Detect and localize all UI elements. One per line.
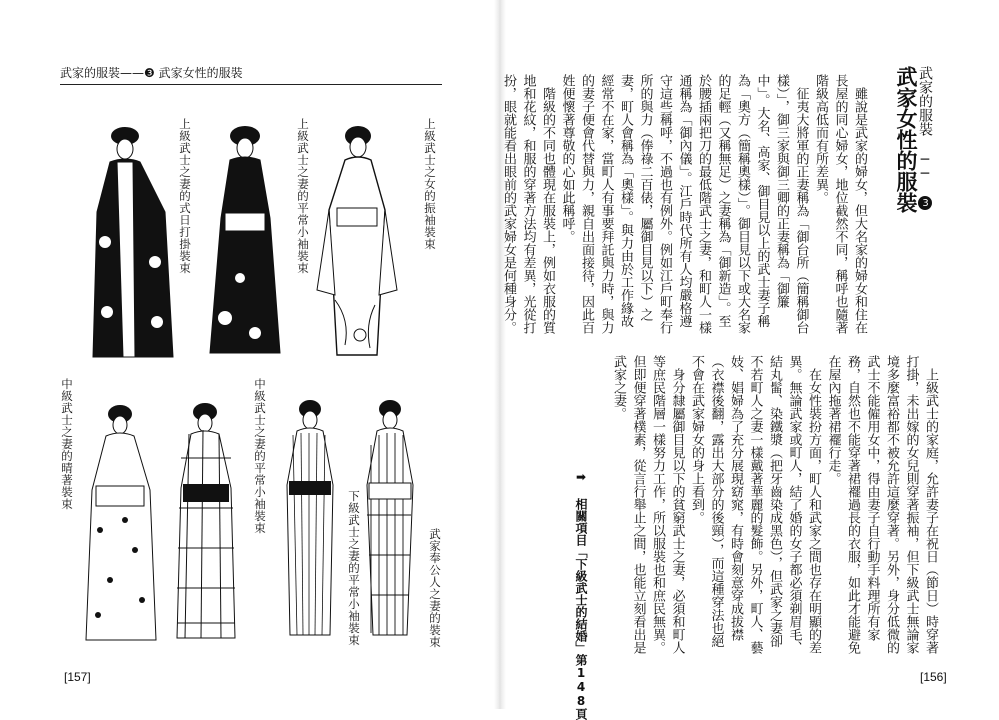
body-text-top xyxy=(501,74,869,334)
paragraph: 身分隸屬御目見以下的貧窮武士之妻，必須和町人等庶民階層一樣努力工作，所以服裝也和庶民無異。但即便穿著樸素，從言行舉止之間，也能立刻看出是武家之妻。 xyxy=(611,355,685,654)
body-text-bottom xyxy=(611,355,940,660)
paragraph: 征夷大將軍的正妻稱為「御台所（簡稱御台樣）」，御三家與御三卿的正妻稱為「御簾中」。大名、高家、御目見以上的武士妻子稱為「奧方（簡稱奧樣）」。御目見以下或大名家的足輕（又稱無足）之妻稱為「御新造」。至於腰插兩把刀的最低階武士之妻，和町人一樣通稱為「御內儀」。江戶時代所有人均嚴格遵守這些稱呼，不過也有例外。例如江戶町奉行所的與力（俸祿二百俵，屬御目見以下）之妻，町人會稱為「奧樣」。與力由於工作緣故經常不在家，當町人有事要拜託與力時，與力的妻子便會代替與力，親自出面接待，因此百姓便懷著尊敬的心如此稱呼。 xyxy=(559,74,809,334)
caption-middle-wife-haregi: 中級武士之妻的晴著裝束 xyxy=(60,378,74,510)
caption-servant-wife: 武家奉公人之妻的裝束 xyxy=(428,528,442,648)
right-header-text: 武家的服裝 xyxy=(917,66,933,136)
caption-lower-wife: 下級武士之妻的平常小袖裝束 xyxy=(347,490,361,646)
caption-upper-wife-kosode: 上級武士之妻的平常小袖裝束 xyxy=(296,118,310,274)
section-title: 武家女性的服裝 xyxy=(894,66,918,213)
caption-upper-daughter: 上級武士之女的振袖裝束 xyxy=(423,118,437,250)
paragraph: 上級武士的家庭，允許妻子在祝日（節日）時穿著打掛，未出嫁的女兒則穿著振袖，但下級武士無論家境多麼富裕都不被允許這麼穿著。另外，身分低微的武士不能僱用女中，得由妻子自行動手料理所有家務，自然也不能穿著裙襬過長的衣服，如此才能避免在屋內拖著裙襬行走。 xyxy=(825,355,938,654)
paragraph: 在女性裝扮方面，町人和武家之間也存在明顯的差異。無論武家或町人，結了婚的女子都必須剃眉毛、結丸髷、染鐵漿（把牙齒染成黑色），但武家之妻卻不若町人之妻一樣戴著華麗的髮飾。另外，町人、藝妓、娼婦為了充分展現窈窕，有時會刻意穿成拔襟（衣襟後翻，露出大部分的後頸），而這種穿法也絕不會在武家婦女的身上看到。 xyxy=(689,355,821,654)
left-header-text: 武家的服裝——❸ 武家女性的服裝 xyxy=(60,66,243,80)
page-number-left: [157] xyxy=(64,670,91,684)
right-page-header: 武家的服裝 ── 3 xyxy=(917,66,933,209)
related-topic-label: 相關項目「下級武士的結婚」第148頁 xyxy=(574,498,588,720)
section-number-badge: 3 xyxy=(920,197,931,209)
arrow-right-icon: ➡ xyxy=(574,470,588,484)
caption-middle-wife-kosode: 中級武士之妻的平常小袖裝束 xyxy=(253,378,267,534)
page-number-right: [156] xyxy=(920,670,947,684)
caption-upper-wife-uchikake: 上級武士之妻的式日打掛裝束 xyxy=(178,118,192,274)
related-topic-link[interactable] xyxy=(573,470,590,720)
paragraph: 雖說是武家的婦女，但大名家的婦女和住在長屋的同心婦女，地位截然不同，稱呼也隨著階級高低而有所差異。 xyxy=(813,74,867,334)
paragraph: 階級的不同也體現在服裝上，例如衣服的質地和花紋，和服的穿著方法均有差異，光從打扮，眼就能看出眼前的武家婦女是何種身分。 xyxy=(501,74,555,334)
